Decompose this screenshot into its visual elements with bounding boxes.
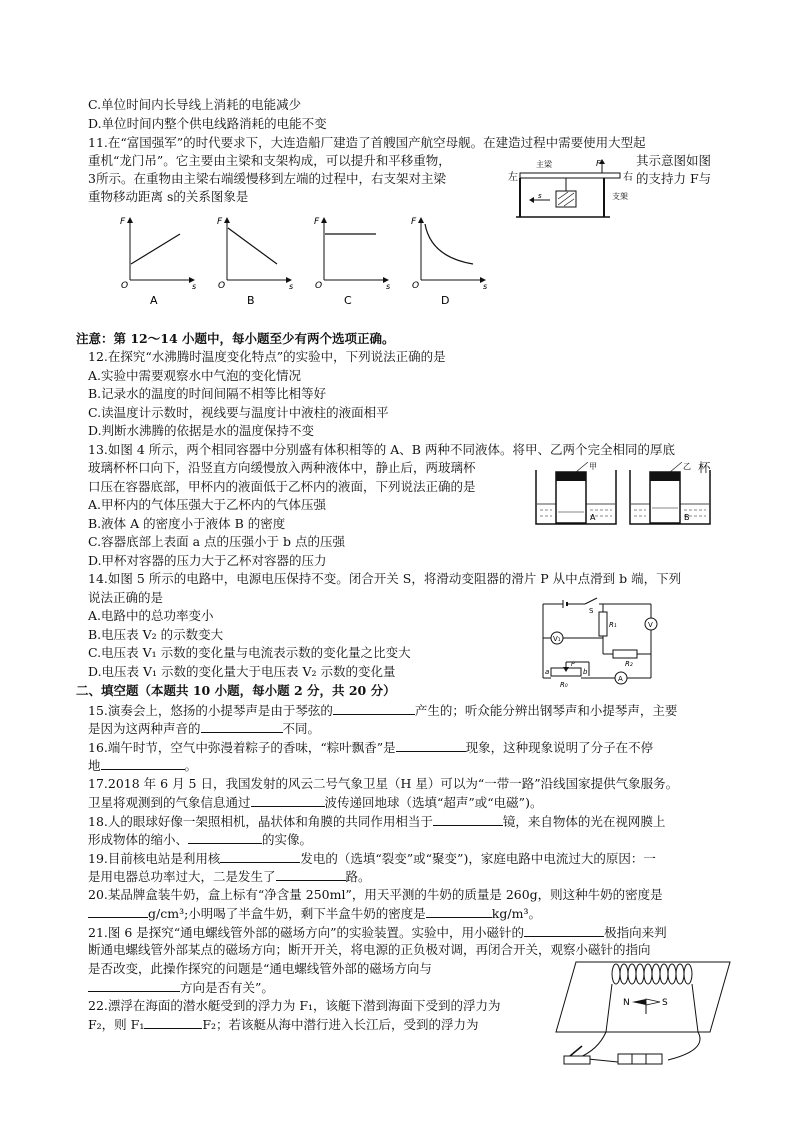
battery <box>618 1054 662 1064</box>
q14-option-b: B.电压表 V₂ 的示数变大 <box>88 627 224 642</box>
svg-text:s: s <box>483 282 488 291</box>
q19-line2: 是用电器总功率过大，二是发生了 路。 <box>88 869 371 884</box>
q20-blank-2[interactable] <box>426 905 492 918</box>
label-dist: s <box>538 192 542 200</box>
q11-stem-line4: 重物移动距离 s的关系图象是 <box>88 189 249 204</box>
graph-a-line <box>131 234 180 264</box>
svg-text:V₁: V₁ <box>553 635 561 643</box>
q14-option-c: C.电压表 V₁ 示数的变化量与电流表示数的变化量之比变大 <box>88 645 411 660</box>
q20-line2: g/cm³;小明喝了半盒牛奶，剩下半盒牛奶的密度是 kg/m³。 <box>88 905 541 922</box>
resistor-r1 <box>599 612 607 636</box>
q13-stem-line3: 口压在容器底部，甲杯内的液面低于乙杯内的液面，下列说法正确的是 <box>88 479 476 494</box>
q15-blank-1[interactable] <box>333 702 415 715</box>
svg-text:A: A <box>618 675 623 683</box>
q16-line2: 地 。 <box>88 758 198 773</box>
q16-blank-2[interactable] <box>101 757 185 770</box>
svg-text:F: F <box>217 217 223 227</box>
q14-option-a: A.电路中的总功率变小 <box>88 608 214 623</box>
q15-line1: 15.演奏会上，悠扬的小提琴声是由于琴弦的 产生的；听众能分辨出钢琴声和小提琴声，主要 <box>88 703 678 718</box>
option-b-label: B <box>247 294 255 307</box>
q12-option-a: A.实验中需要观察水中气泡的变化情况 <box>88 368 302 383</box>
q13-stem-line1: 13.如图 4 所示，两个相同容器中分别盛有体积相等的 A、B 两种不同液体。将甲、乙两个完全相同的厚底 <box>88 442 675 457</box>
resistor-r2 <box>613 650 637 658</box>
section-2-heading: 二、填空题（本题共 10 小题，每小题 2 分，共 20 分） <box>76 683 396 698</box>
label-jia: 甲 <box>589 462 597 471</box>
q18-line2: 形成物体的缩小、 的实像。 <box>88 832 313 847</box>
graph-a <box>120 217 196 307</box>
q21-line4: 方向是否有关”。 <box>88 979 274 996</box>
svg-text:R₁: R₁ <box>609 621 617 629</box>
option-c-label: C <box>344 294 352 307</box>
q11-stem-line2: 重机“龙门吊”。它主要由主梁和支架构成，可以提升和平移重物， <box>88 153 451 168</box>
svg-text:O: O <box>412 281 420 291</box>
svg-text:O: O <box>218 281 226 291</box>
graph-c <box>314 217 390 307</box>
label-support: 支架 <box>612 192 628 201</box>
switch <box>564 1046 590 1064</box>
q22-line2: F₂，则 F₁ F₂；若该艇从海中潜行进入长江后，受到的浮力为 <box>88 1017 479 1032</box>
option-a-label: A <box>150 294 158 307</box>
q19-blank-1[interactable] <box>220 850 300 863</box>
svg-text:S: S <box>589 607 594 615</box>
q22-line1: 22.漂浮在海面的潜水艇受到的浮力为 F₁，该艇下潜到海面下受到的浮力为 <box>88 998 501 1013</box>
fig6-solenoid-apparatus <box>548 954 738 1074</box>
q16-blank-1[interactable] <box>396 739 466 752</box>
label-yi: 乙 <box>683 462 691 471</box>
q21-line1: 21.图 6 是探究“通电螺线管外部的磁场方向”的实验装置。实验中，用小磁针的 极指向来判 <box>88 925 667 940</box>
q17-line2: 卫星将观测到的气象信息通过 波传递回地球（选填“超声”或“电磁”)。 <box>88 795 543 810</box>
svg-text:s: s <box>386 282 391 291</box>
label-left: 左 <box>508 172 518 183</box>
graph-d <box>411 217 487 307</box>
svg-text:b: b <box>583 668 588 676</box>
svg-text:s: s <box>289 282 294 291</box>
q18-blank-1[interactable] <box>433 813 503 826</box>
q20-blank-1[interactable] <box>88 905 148 918</box>
svg-text:V: V <box>648 621 653 629</box>
q14-circuit <box>533 596 663 688</box>
svg-text:F: F <box>314 217 320 227</box>
q11-stem-line3: 3所示。在重物由主梁右端缓慢移到左端的过程中，右支架对主梁 <box>88 171 446 186</box>
q11-stem-line1: 11.在“富国强军”的时代要求下，大连造船厂建造了首艘国产航空母舰。在建造过程中需要使用大型起 <box>88 135 646 150</box>
q12-option-d: D.判断水沸腾的依据是水的温度保持不变 <box>88 423 315 438</box>
q19-blank-2[interactable] <box>276 868 346 881</box>
q13-option-d: D.甲杯对容器的压力大于乙杯对容器的压力 <box>88 553 327 568</box>
svg-text:R₀: R₀ <box>560 681 568 688</box>
compass-needle <box>623 998 668 1014</box>
q22-blank-1[interactable] <box>144 1016 202 1029</box>
q13-option-c: C.容器底部上表面 a 点的压强小于 b 点的压强 <box>88 534 345 549</box>
svg-text:F: F <box>120 217 126 227</box>
q20-line1: 20.某品牌盒装牛奶，盒上标有“净含量 250ml”，用天平测的牛奶的质量是 260g，则这种牛奶的密度是 <box>88 887 663 902</box>
svg-text:F: F <box>411 217 417 227</box>
q21-line3: 是否改变，此操作探究的问题是“通电螺线管外部的磁场方向与 <box>88 961 432 976</box>
label-beam: 主梁 <box>536 160 552 169</box>
q10-option-c: C.单位时间内长导线上消耗的电能减少 <box>88 97 302 112</box>
q17-line1: 17.2018 年 6 月 5 日，我国发射的风云二号气象卫星（H 星）可以为“一带一路”沿线国家提供气象服务。 <box>88 776 679 791</box>
label-right: 右 <box>623 172 633 183</box>
board <box>556 962 730 1032</box>
q13-stem-line2b: 杯 <box>698 460 711 475</box>
graph-b <box>217 217 293 307</box>
q11-stem-line3b: 的支持力 F与 <box>636 171 712 186</box>
svg-text:R₂: R₂ <box>625 660 633 668</box>
label-n: N <box>623 998 630 1008</box>
main-beam <box>520 173 620 178</box>
q18-blank-2[interactable] <box>188 831 262 844</box>
q21-line2: 断通电螺线管外部某点的磁场方向；断开开关，将电源的正负极对调，再闭合开关，观察小磁针的指向 <box>88 942 651 957</box>
label-force: F <box>596 159 601 168</box>
q19-line1: 19.目前核电站是利用核 发电的（选填“裂变”或“聚变”)，家庭电路中电流过大的原因：一 <box>88 851 656 866</box>
svg-text:O: O <box>315 281 323 291</box>
liquid-a-label: A <box>590 513 596 522</box>
q12-stem: 12.在探究“水沸腾时温度变化特点”的实验中，下列说法正确的是 <box>88 349 446 364</box>
q12-option-b: B.记录水的温度的时间间隔不相等比相等好 <box>88 386 327 401</box>
svg-text:s: s <box>192 282 197 291</box>
q14-stem-line1: 14.如图 5 所示的电路中，电源电压保持不变。闭合开关 S，将滑动变阻器的滑片 P 从中点滑到 b 端，下列 <box>88 571 682 586</box>
q11-graph-options <box>110 212 500 307</box>
q14-stem-line2: 说法正确的是 <box>88 590 164 605</box>
q17-blank-1[interactable] <box>251 794 325 807</box>
q13-option-b: B.液体 A 的密度小于液体 B 的密度 <box>88 516 286 531</box>
q13-figure <box>532 462 712 530</box>
container-a <box>536 462 616 524</box>
svg-text:O: O <box>121 281 129 291</box>
q16-line1: 16.端午时节，空气中弥漫着粽子的香味，“粽叶飘香”是 现象，这种现象说明了分子在不停 <box>88 740 654 755</box>
q14-option-d: D.电压表 V₁ 示数的变化量大于电压表 V₂ 示数的变化量 <box>88 664 396 679</box>
svg-text:a: a <box>545 668 550 676</box>
svg-text:P: P <box>571 661 575 668</box>
q10-option-d: D.单位时间内整个供电线路消耗的电能不变 <box>88 116 327 131</box>
label-s: S <box>662 998 668 1008</box>
option-d-label: D <box>441 294 450 307</box>
q21-blank-1[interactable] <box>524 924 604 937</box>
q18-line1: 18.人的眼球好像一架照相机，晶状体和角膜的共同作用相当于 镜，来自物体的光在视网膜上 <box>88 814 666 829</box>
q21-blank-2[interactable] <box>88 979 180 992</box>
crane-figure <box>506 155 634 225</box>
q11-stem-line2b: 其示意图如图 <box>636 153 712 168</box>
q15-line2: 是因为这两种声音的 不同。 <box>88 721 321 736</box>
liquid-b-label: B <box>684 513 690 522</box>
note-multi-answer: 注意：第 12～14 小题中，每小题至少有两个选项正确。 <box>76 331 395 346</box>
graph-b-line <box>228 228 277 264</box>
container-b <box>630 462 710 524</box>
q13-stem-line2: 玻璃杯杯口向下，沿竖直方向缓慢放入两种液体中，静止后，两玻璃杯 <box>88 460 476 475</box>
q13-option-a: A.甲杯内的气体压强大于乙杯内的气体压强 <box>88 497 327 512</box>
q15-blank-2[interactable] <box>201 720 283 733</box>
solenoid-coil <box>612 964 692 984</box>
graph-d-curve <box>425 224 473 264</box>
q12-option-c: C.读温度计示数时，视线要与温度计中液柱的液面相平 <box>88 405 389 420</box>
